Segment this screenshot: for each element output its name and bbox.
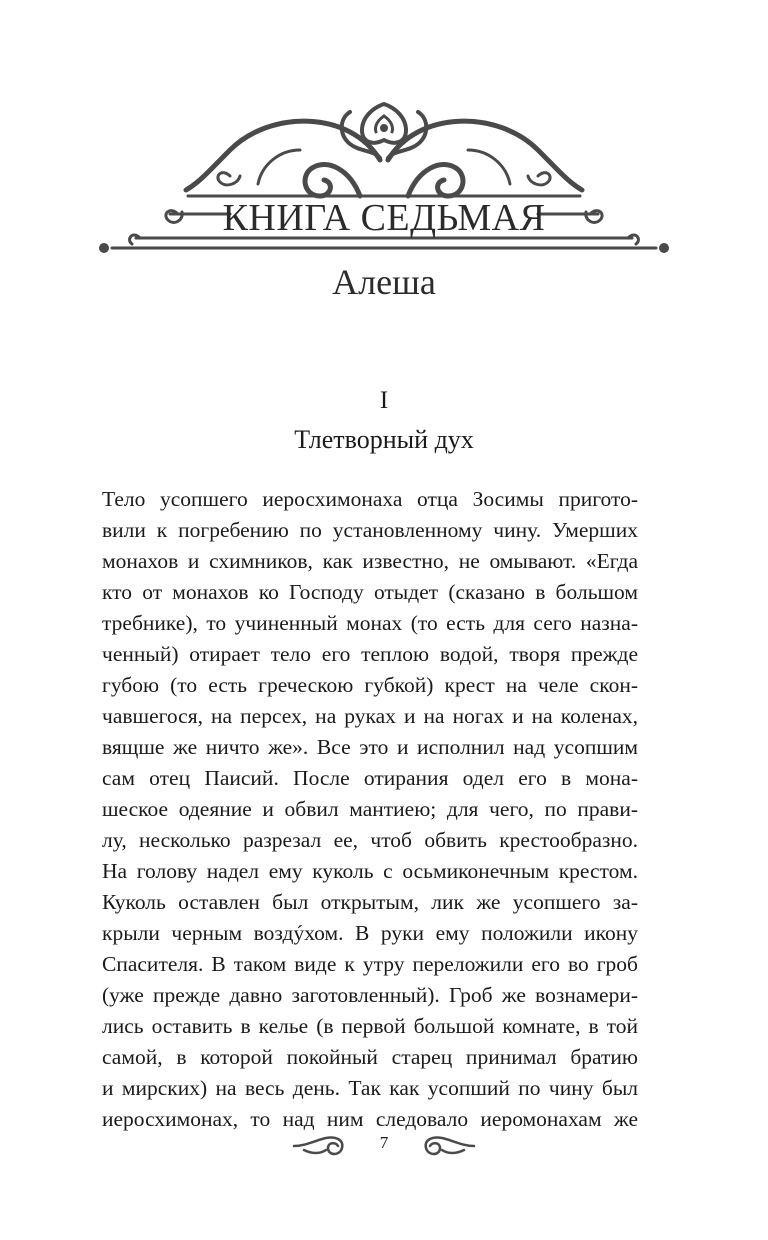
text-line: иеросхимонах, то над ним следовало иеромонахам же bbox=[102, 1107, 638, 1131]
body-text bbox=[102, 484, 638, 1135]
text-line: вили к погребению по установленному чину. Умерших bbox=[102, 518, 638, 542]
text-line: монахов и схимников, как известно, не омывают. «Егда bbox=[102, 549, 638, 573]
ornament-scroll bbox=[468, 150, 510, 184]
ornament-scroll bbox=[258, 150, 300, 184]
ornament-crown-lobe bbox=[362, 104, 406, 143]
text-line: губою (то есть греческою губкой) крест на челе скон- bbox=[102, 673, 638, 697]
ornament-dot bbox=[659, 243, 669, 253]
text-line: На голову надел ему куколь с осьмиконечным крестом. bbox=[102, 859, 638, 883]
ornament-scroll bbox=[305, 164, 360, 196]
chapter-number: I bbox=[379, 387, 389, 414]
ornament-dot bbox=[99, 243, 109, 253]
text-line: Тело усопшего иеросхимонаха отца Зосимы пригото- bbox=[102, 487, 638, 511]
text-line: Спасителя. В таком виде к утру переложили его во гроб bbox=[102, 952, 638, 976]
text-line: самой, в которой покойный старец принимал братию bbox=[102, 1045, 638, 1069]
text-line: ченный) отирает тело его теплою водой, творя прежде bbox=[102, 642, 638, 666]
text-line: вящше же ничто же». Все это и исполнил над усопшим bbox=[102, 735, 638, 759]
text-line: чавшегося, на персех, на руках и на ногах и на коленах, bbox=[102, 704, 638, 728]
text-line: шеское одеяние и обвил мантиею; для чего, по прави- bbox=[102, 797, 638, 821]
ornament-dot bbox=[380, 124, 388, 132]
text-line: кто от монахов ко Господу отыдет (сказано в большом bbox=[102, 580, 638, 604]
ornament-scroll bbox=[528, 173, 550, 185]
text-line: Куколь оставлен был открытым, лик же усопшего за- bbox=[102, 890, 638, 914]
text-line: (уже прежде давно заготовленный). Гроб же вознамери- bbox=[102, 983, 638, 1007]
text-line: и мирских) на весь день. Так как усопший по чину был bbox=[102, 1076, 638, 1100]
text-line: сам отец Паисий. После отирания одел его в мона- bbox=[102, 766, 638, 790]
ornament-scroll bbox=[408, 164, 463, 196]
page-number: 7 bbox=[379, 1133, 389, 1152]
book-title: КНИГА СЕДЬМАЯ bbox=[222, 197, 546, 239]
text-line: лись оставить в келье (в первой большой комнате, в той bbox=[102, 1014, 638, 1038]
book-subtitle: Алеша bbox=[332, 262, 436, 302]
chapter-title: Тлетворный дух bbox=[294, 425, 474, 454]
text-line: крыли черным воздýхом. В руки ему положили икону bbox=[102, 921, 638, 945]
text-line: требнике), то учиненный монах (то есть для сего назна- bbox=[102, 611, 638, 635]
ornament-scroll bbox=[218, 173, 240, 185]
text-line: лу, несколько разрезал ее, чтоб обвить крестообразно. bbox=[102, 828, 638, 852]
